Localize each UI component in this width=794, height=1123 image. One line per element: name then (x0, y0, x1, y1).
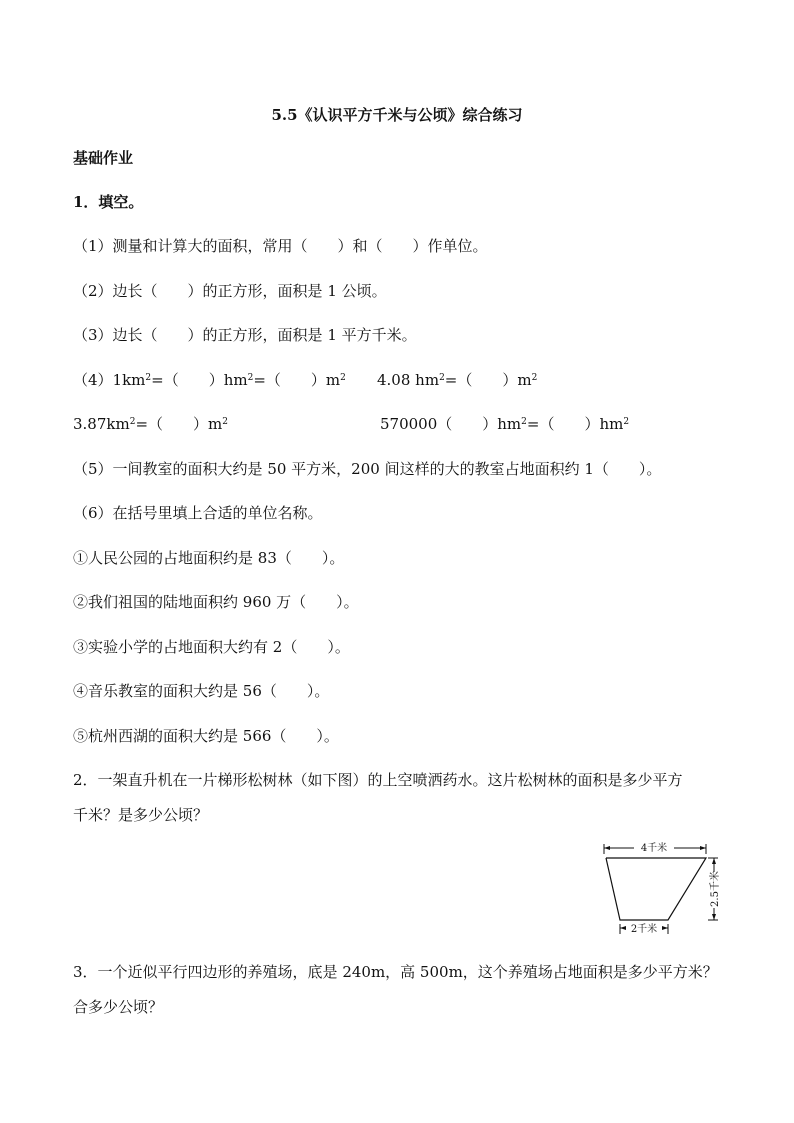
top-length-label: 4千米 (640, 843, 668, 854)
q2-line-1: 2．一架直升机在一片梯形松树林（如下图）的上空喷洒药水。这片松树林的面积是多少平方 (73, 771, 683, 789)
q1-part-4-d: 570000（ ）$hm^2=$（ ）$hm^2$ (380, 415, 630, 433)
q1-part-3: （3）边长（ ）的正方形，面积是 1 平方千米。 (73, 326, 417, 344)
q1-part-4-c: $3.87km^2=$（ ）$m^2$ (73, 415, 228, 433)
q1-item-4: ④音乐教室的面积大约是 56（ ）。 (73, 682, 330, 700)
q1-item-2: ②我们祖国的陆地面积约 960 万（ ）。 (73, 593, 359, 611)
q1-item-3: ③实验小学的占地面积大约有 2（ ）。 (73, 638, 350, 656)
q1-item-5: ⑤杭州西湖的面积大约是 566（ ）。 (73, 727, 339, 745)
section-heading: 基础作业 (73, 149, 134, 167)
q1-part-5: （5）一间教室的面积大约是 50 平方米，200 间这样的大的教室占地面积约 1（ ）。 (73, 460, 662, 478)
q1-item-1: ①人民公园的占地面积约是 83（ ）。 (73, 549, 345, 567)
q1-part-6: （6）在括号里填上合适的单位名称。 (73, 504, 323, 522)
q3-line-2: 合多少公顷？ (73, 998, 164, 1016)
q1-part-4-a: $(4)1km^2=$（ ）$hm^2=$（ ）$m^2$ (73, 371, 346, 389)
height-label: 2.5千米 (710, 871, 721, 907)
page-title: 5.5《认识平方千米与公顷》综合练习 (271, 106, 523, 124)
q2-line-2: 千米？是多少公顷？ (73, 806, 209, 824)
q1-part-4-b: 4.08 $hm^2=$（ ）$m^2$ (377, 371, 538, 389)
trapezoid-figure (598, 838, 722, 938)
q3-line-1: 3．一个近似平行四边形的养殖场，底是 240m，高 500m，这个养殖场占地面积是多少平方米？ (73, 963, 718, 981)
q1-part-2: （2）边长（ ）的正方形，面积是 1 公顷。 (73, 282, 387, 300)
q1-heading: 1．填空。 (73, 193, 144, 211)
bottom-length-label: 2千米 (630, 924, 658, 935)
q1-part-1: （1）测量和计算大的面积，常用（ ）和（ ）作单位。 (73, 237, 488, 255)
